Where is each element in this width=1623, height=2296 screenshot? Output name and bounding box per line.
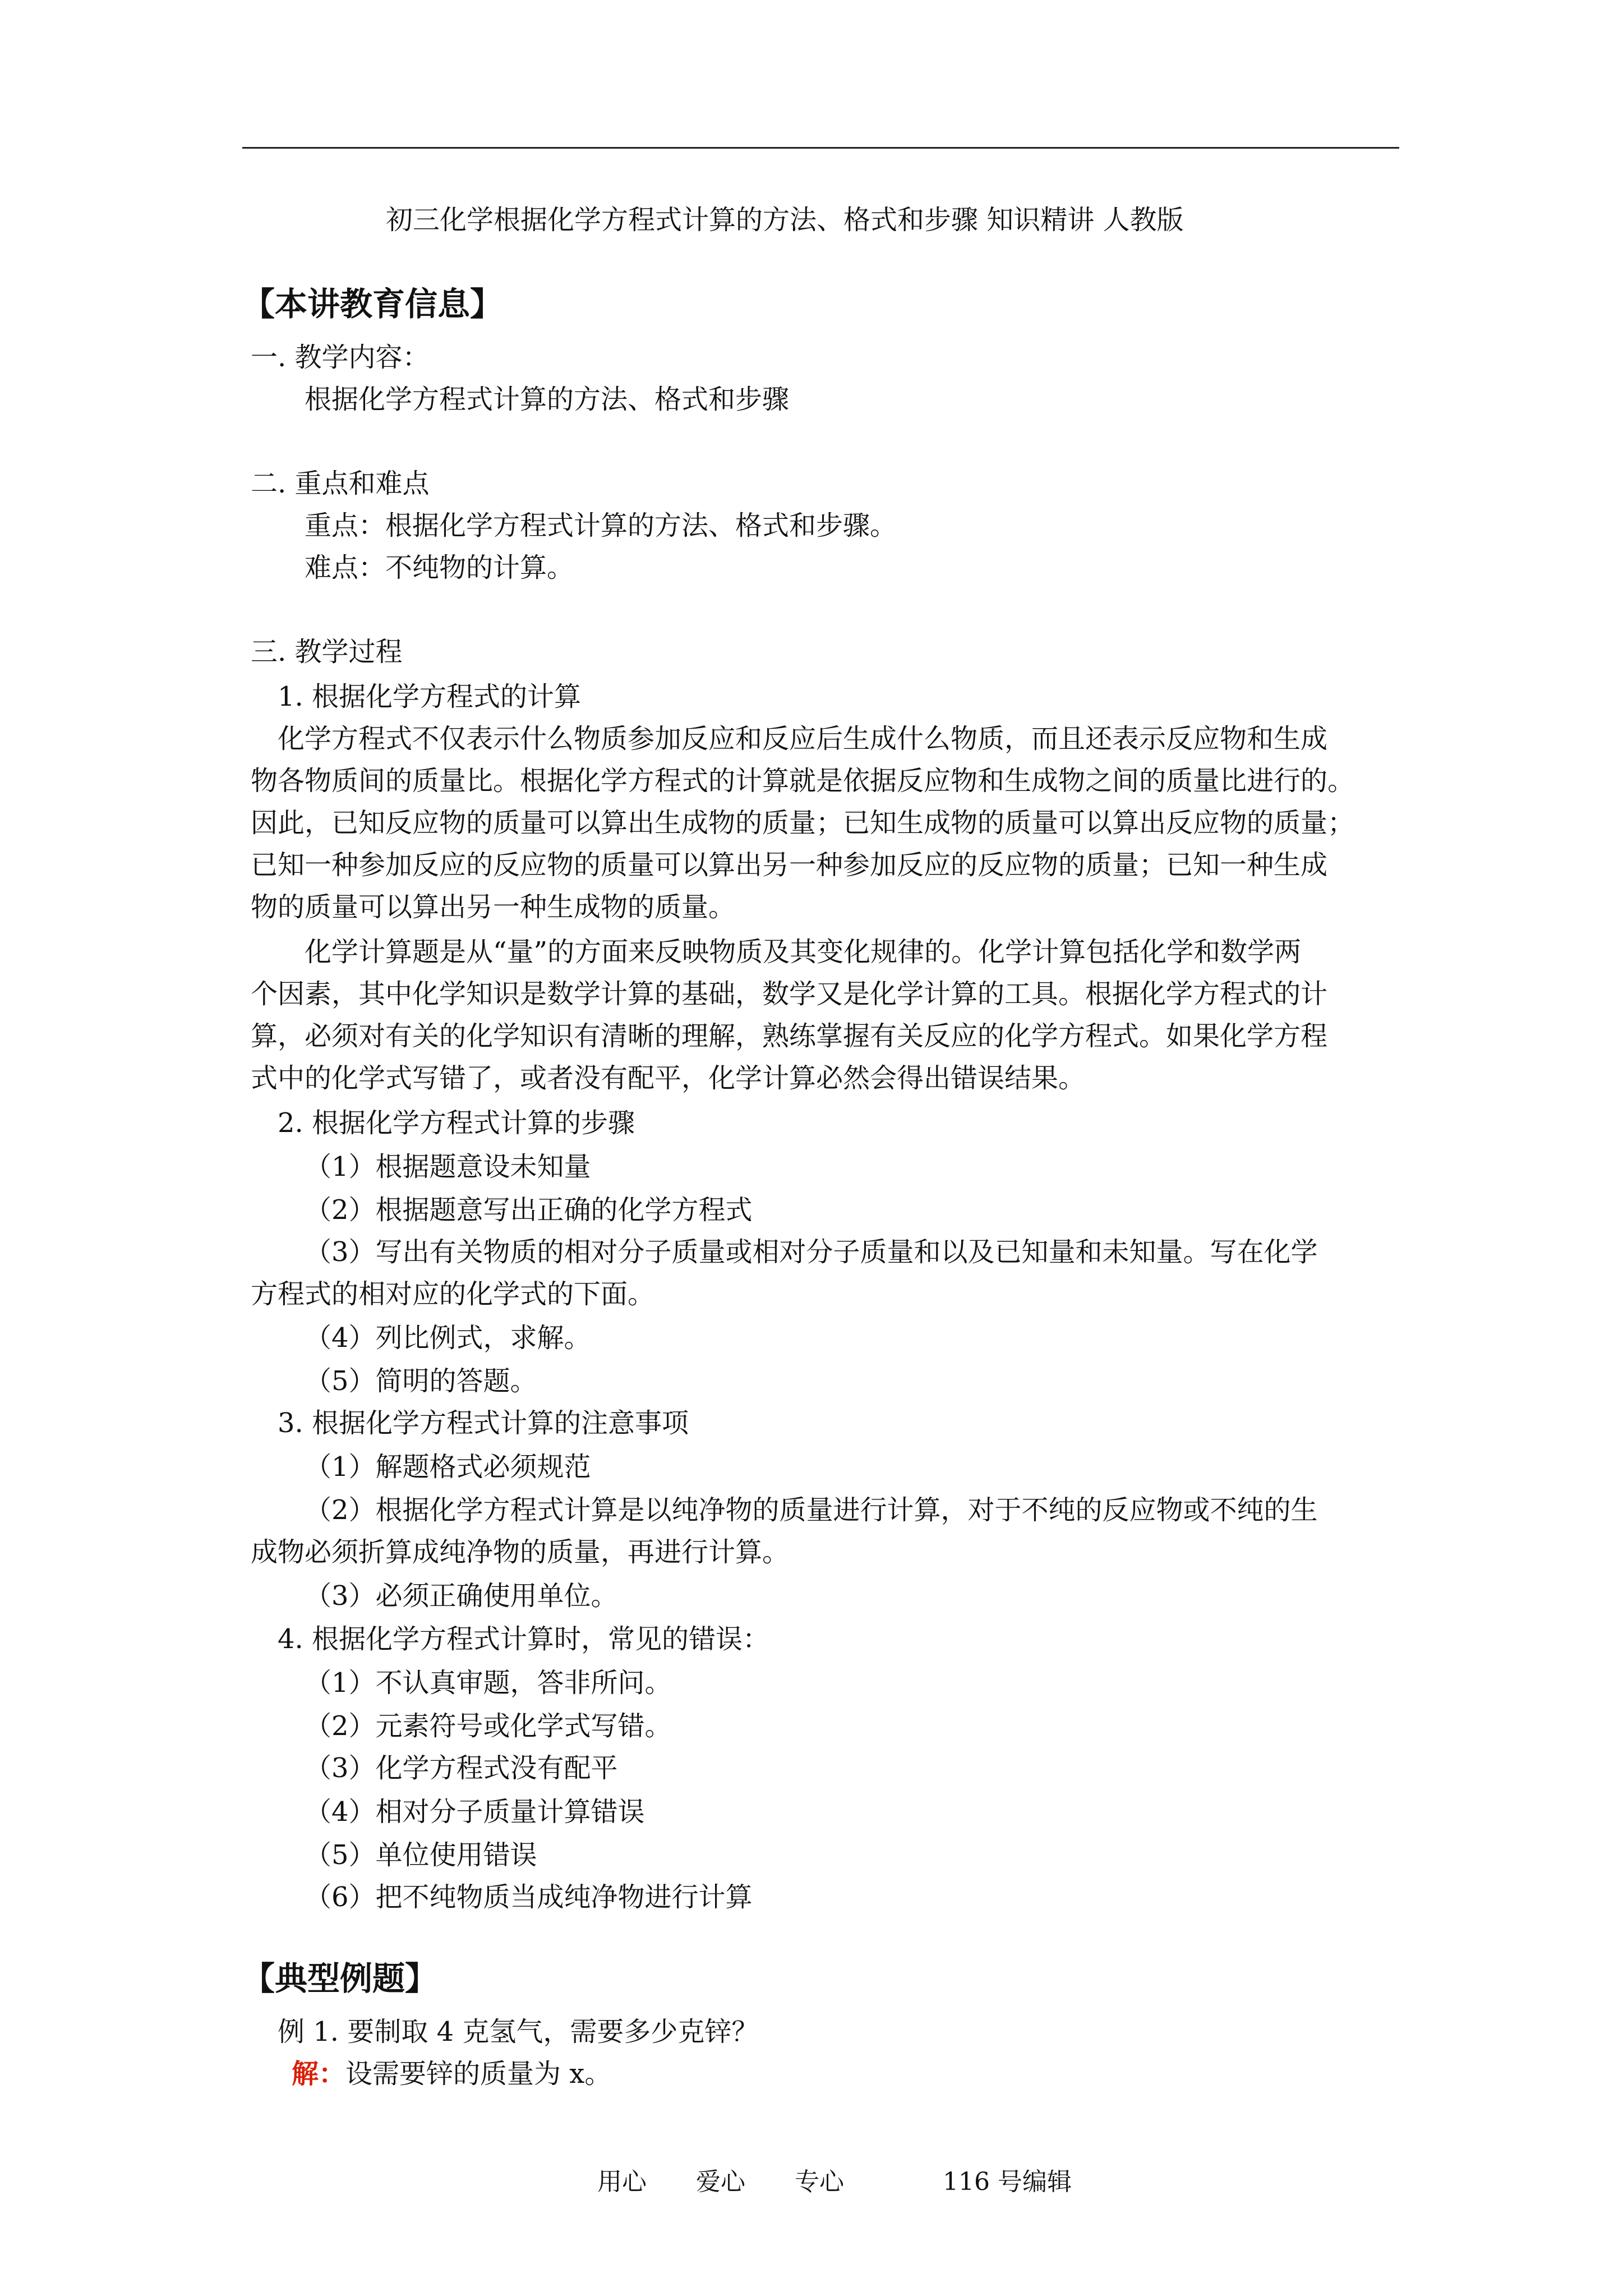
item-key-points: 二. 重点和难点 (251, 468, 430, 499)
step-item: （1）根据题意设未知量 (305, 1151, 591, 1182)
error-item: （5）单位使用错误 (305, 1839, 537, 1871)
para1-line: 物各物质间的质量比。根据化学方程式的计算就是依据反应物和生成物之间的质量比进行的。 (251, 765, 1355, 797)
header-rule (242, 147, 1399, 149)
solution-label: 解： (292, 2058, 346, 2090)
note-item: （2）根据化学方程式计算是以纯净物的质量进行计算，对于不纯的反应物或不纯的生 (305, 1494, 1318, 1526)
note-item-continued: 成物必须折算成纯净物的质量，再进行计算。 (251, 1536, 790, 1568)
item-teaching-process: 三. 教学过程 (251, 636, 403, 668)
subsection-4-title: 4. 根据化学方程式计算时，常见的错误： (278, 1623, 770, 1655)
step-item: （5）简明的答题。 (305, 1365, 537, 1397)
error-item: （2）元素符号或化学式写错。 (305, 1710, 672, 1742)
solution-text: 设需要锌的质量为 x。 (345, 2058, 612, 2090)
error-item: （3）化学方程式没有配平 (305, 1752, 618, 1784)
para2-line: 算，必须对有关的化学知识有清晰的理解，熟练掌握有关反应的化学方程式。如果化学方程 (251, 1020, 1328, 1052)
doc-title: 初三化学根据化学方程式计算的方法、格式和步骤 知识精讲 人教版 (386, 204, 1184, 236)
item-teaching-content: 一. 教学内容： (251, 342, 430, 373)
section-heading-info: 【本讲教育信息】 (242, 285, 503, 323)
para1-line: 已知一种参加反应的反应物的质量可以算出另一种参加反应的反应物的质量；已知一种生成 (251, 849, 1328, 881)
para2-line: 式中的化学式写错了，或者没有配平，化学计算必然会得出错误结果。 (251, 1062, 1086, 1094)
para1-line: 化学方程式不仅表示什么物质参加反应和反应后生成什么物质，而且还表示反应物和生成 (278, 723, 1328, 754)
para2-line: 个因素，其中化学知识是数学计算的基础，数学又是化学计算的工具。根据化学方程式的计 (251, 978, 1328, 1010)
para1-line: 因此，已知反应物的质量可以算出生成物的质量；已知生成物的质量可以算出反应物的质量； (251, 807, 1355, 839)
para2-line: 化学计算题是从“量”的方面来反映物质及其变化规律的。化学计算包括化学和数学两 (305, 936, 1302, 968)
error-item: （4）相对分子质量计算错误 (305, 1796, 645, 1828)
subsection-2-title: 2. 根据化学方程式计算的步骤 (278, 1107, 635, 1139)
subsection-3-title: 3. 根据化学方程式计算的注意事项 (278, 1407, 689, 1439)
footer: 用心 爱心 专心 116 号编辑 (597, 2168, 1072, 2196)
subsection-1-title: 1. 根据化学方程式的计算 (278, 681, 582, 712)
item-difficult-point: 难点：不纯物的计算。 (305, 552, 574, 583)
note-item: （3）必须正确使用单位。 (305, 1580, 618, 1612)
item-key-point: 重点：根据化学方程式计算的方法、格式和步骤。 (305, 510, 897, 541)
example-1-question: 例 1. 要制取 4 克氢气，需要多少克锌？ (278, 2016, 759, 2047)
step-item: （4）列比例式，求解。 (305, 1322, 591, 1354)
note-item: （1）解题格式必须规范 (305, 1451, 591, 1483)
para1-line: 物的质量可以算出另一种生成物的质量。 (251, 891, 736, 923)
item-teaching-content-text: 根据化学方程式计算的方法、格式和步骤 (305, 384, 790, 415)
step-item: （2）根据题意写出正确的化学方程式 (305, 1194, 753, 1226)
step-item-continued: 方程式的相对应的化学式的下面。 (251, 1278, 655, 1310)
error-item: （6）把不纯物质当成纯净物进行计算 (305, 1881, 753, 1913)
error-item: （1）不认真审题，答非所问。 (305, 1667, 672, 1699)
example-1-solution (292, 2056, 611, 2092)
step-item: （3）写出有关物质的相对分子质量或相对分子质量和以及已知量和未知量。写在化学 (305, 1236, 1318, 1268)
section-heading-examples: 【典型例题】 (242, 1959, 438, 1998)
